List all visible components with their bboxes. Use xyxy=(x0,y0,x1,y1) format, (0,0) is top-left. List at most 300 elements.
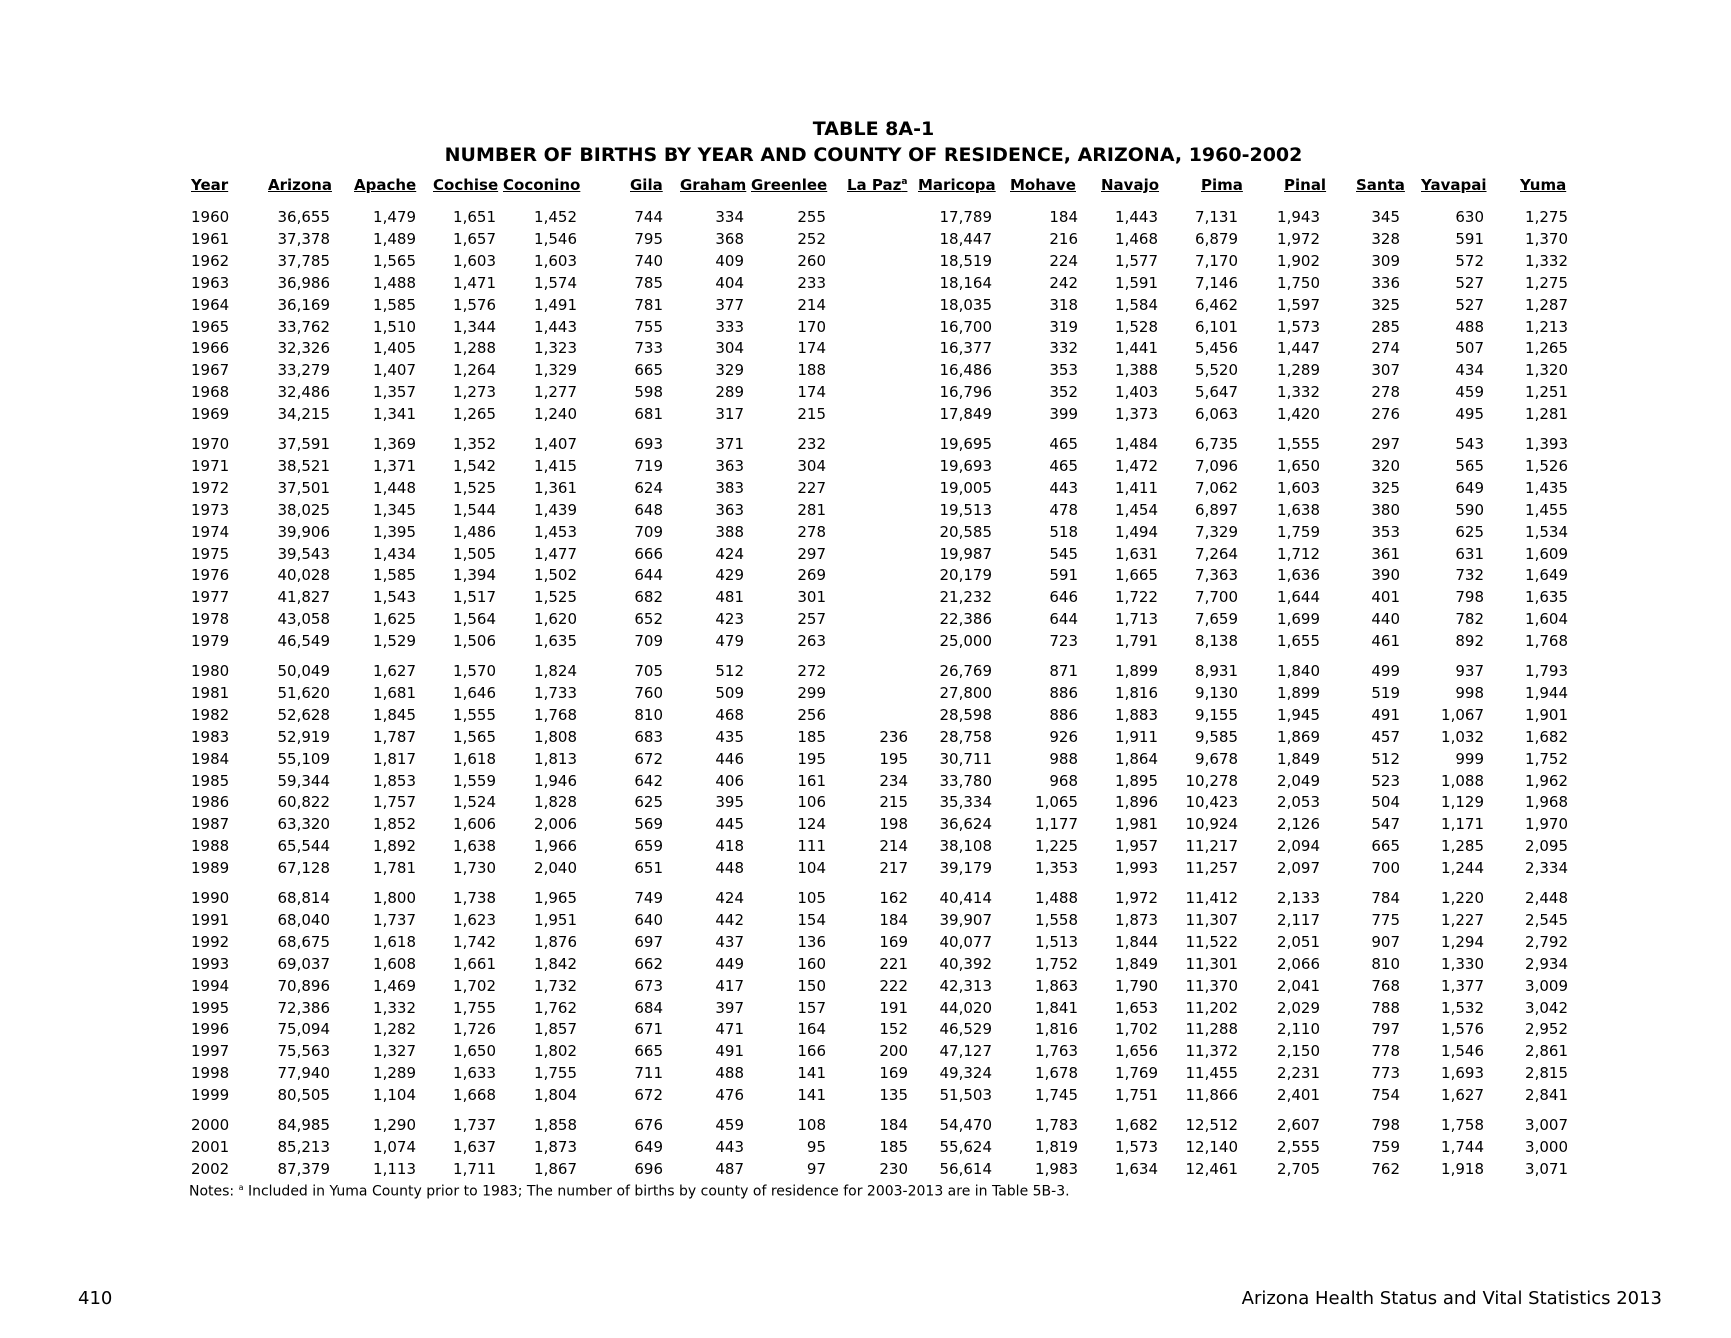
count-cell: 630 xyxy=(1455,208,1484,226)
count-cell: 33,762 xyxy=(277,317,330,336)
count-cell: 1,633 xyxy=(453,1064,496,1083)
count-cell: 732 xyxy=(1455,566,1484,585)
count-cell: 1,225 xyxy=(1035,837,1078,856)
count-cell: 665 xyxy=(634,361,663,380)
count-cell: 10,423 xyxy=(1185,793,1238,812)
count-cell: 1,609 xyxy=(1525,544,1568,563)
count-cell: 1,745 xyxy=(1035,1086,1078,1105)
count-cell: 255 xyxy=(797,208,826,226)
count-cell: 1,420 xyxy=(1277,405,1320,424)
count-cell: 565 xyxy=(1455,456,1484,475)
count-cell: 289 xyxy=(715,383,744,402)
count-cell: 1,945 xyxy=(1277,705,1320,724)
count-cell: 353 xyxy=(1371,522,1400,541)
count-cell: 52,919 xyxy=(277,727,330,746)
count-cell: 11,370 xyxy=(1185,976,1238,995)
count-cell: 1,972 xyxy=(1115,889,1158,907)
count-cell: 68,675 xyxy=(277,932,330,951)
count-cell: 545 xyxy=(1049,544,1078,563)
count-cell: 1,661 xyxy=(453,954,496,973)
count-cell: 1,902 xyxy=(1277,251,1320,270)
count-cell: 591 xyxy=(1049,566,1078,585)
year-cell: 1990 xyxy=(191,889,230,907)
count-cell: 1,576 xyxy=(1441,1020,1484,1039)
count-cell: 2,607 xyxy=(1277,1116,1320,1134)
count-cell: 1,525 xyxy=(453,478,496,497)
count-cell: 38,025 xyxy=(277,500,330,519)
count-cell: 1,702 xyxy=(453,976,496,995)
count-cell: 272 xyxy=(797,662,826,680)
notes-marker: a xyxy=(238,1183,244,1192)
count-cell: 1,634 xyxy=(1115,1159,1158,1178)
count-cell: 437 xyxy=(715,932,744,951)
count-cell: 12,140 xyxy=(1185,1137,1238,1156)
count-cell: 6,063 xyxy=(1195,405,1238,424)
count-cell: 7,170 xyxy=(1195,251,1238,270)
count-cell: 527 xyxy=(1455,273,1484,292)
count-cell: 1,911 xyxy=(1115,727,1158,746)
table-row xyxy=(0,772,1731,794)
count-cell: 749 xyxy=(634,889,663,907)
count-cell: 28,598 xyxy=(939,705,992,724)
count-cell: 162 xyxy=(879,889,908,907)
count-cell: 169 xyxy=(879,1064,908,1083)
count-cell: 37,378 xyxy=(277,229,330,248)
count-cell: 404 xyxy=(715,273,744,292)
count-cell: 7,264 xyxy=(1195,544,1238,563)
count-cell: 631 xyxy=(1455,544,1484,563)
count-cell: 723 xyxy=(1049,632,1078,651)
count-cell: 646 xyxy=(1049,588,1078,607)
count-cell: 30,711 xyxy=(939,749,992,768)
count-cell: 184 xyxy=(879,1116,908,1134)
count-cell: 1,783 xyxy=(1035,1116,1078,1134)
year-cell: 1980 xyxy=(191,662,230,680)
count-cell: 141 xyxy=(797,1086,826,1105)
count-cell: 778 xyxy=(1371,1042,1400,1061)
count-cell: 36,655 xyxy=(277,208,330,226)
table-row xyxy=(0,1116,1731,1138)
count-cell: 569 xyxy=(634,815,663,834)
count-cell: 598 xyxy=(634,383,663,402)
count-cell: 301 xyxy=(797,588,826,607)
count-cell: 937 xyxy=(1455,662,1484,680)
count-cell: 1,506 xyxy=(453,632,496,651)
count-cell: 671 xyxy=(634,1020,663,1039)
count-cell: 1,638 xyxy=(453,837,496,856)
count-cell: 476 xyxy=(715,1086,744,1105)
table-row xyxy=(0,1138,1731,1160)
count-cell: 307 xyxy=(1371,361,1400,380)
count-cell: 781 xyxy=(634,295,663,314)
count-cell: 1,899 xyxy=(1277,683,1320,702)
count-cell: 1,876 xyxy=(534,932,577,951)
count-cell: 174 xyxy=(797,339,826,358)
count-cell: 1,752 xyxy=(1035,954,1078,973)
count-cell: 1,468 xyxy=(1115,229,1158,248)
count-cell: 1,816 xyxy=(1035,1020,1078,1039)
count-cell: 1,452 xyxy=(534,208,577,226)
count-cell: 1,863 xyxy=(1035,976,1078,995)
count-cell: 1,841 xyxy=(1035,998,1078,1017)
footnote-marker: a xyxy=(901,177,908,187)
count-cell: 527 xyxy=(1455,295,1484,314)
count-cell: 1,768 xyxy=(534,705,577,724)
count-cell: 681 xyxy=(634,405,663,424)
count-cell: 760 xyxy=(634,683,663,702)
count-cell: 16,377 xyxy=(939,339,992,358)
count-cell: 10,924 xyxy=(1185,815,1238,834)
count-cell: 2,094 xyxy=(1277,837,1320,856)
count-cell: 85,213 xyxy=(277,1137,330,1156)
count-cell: 1,327 xyxy=(373,1042,416,1061)
count-cell: 1,896 xyxy=(1115,793,1158,812)
count-cell: 371 xyxy=(715,435,744,453)
count-cell: 1,510 xyxy=(373,317,416,336)
count-cell: 309 xyxy=(1371,251,1400,270)
count-cell: 1,849 xyxy=(1277,749,1320,768)
count-cell: 1,752 xyxy=(1525,749,1568,768)
year-cell: 1976 xyxy=(191,566,230,585)
count-cell: 1,649 xyxy=(1525,566,1568,585)
count-cell: 1,277 xyxy=(534,383,577,402)
count-cell: 233 xyxy=(797,273,826,292)
count-cell: 7,146 xyxy=(1195,273,1238,292)
year-cell: 1961 xyxy=(191,229,230,248)
count-cell: 51,503 xyxy=(939,1086,992,1105)
count-cell: 1,573 xyxy=(1115,1137,1158,1156)
table-row xyxy=(0,706,1731,728)
count-cell: 512 xyxy=(1371,749,1400,768)
count-cell: 1,650 xyxy=(1277,456,1320,475)
count-cell: 709 xyxy=(634,632,663,651)
count-cell: 1,824 xyxy=(534,662,577,680)
count-cell: 700 xyxy=(1371,859,1400,878)
count-cell: 1,341 xyxy=(373,405,416,424)
count-cell: 2,049 xyxy=(1277,771,1320,790)
count-cell: 1,852 xyxy=(373,815,416,834)
count-cell: 70,896 xyxy=(277,976,330,995)
count-cell: 19,695 xyxy=(939,435,992,453)
count-cell: 1,606 xyxy=(453,815,496,834)
count-cell: 227 xyxy=(797,478,826,497)
count-cell: 1,699 xyxy=(1277,610,1320,629)
count-cell: 1,762 xyxy=(534,998,577,1017)
count-cell: 1,804 xyxy=(534,1086,577,1105)
count-cell: 2,934 xyxy=(1525,954,1568,973)
count-cell: 276 xyxy=(1371,405,1400,424)
count-cell: 1,585 xyxy=(373,295,416,314)
count-cell: 334 xyxy=(715,208,744,226)
count-cell: 1,264 xyxy=(453,361,496,380)
count-cell: 775 xyxy=(1371,910,1400,929)
count-cell: 665 xyxy=(634,1042,663,1061)
table-row xyxy=(0,632,1731,654)
count-cell: 782 xyxy=(1455,610,1484,629)
count-cell: 2,040 xyxy=(534,859,577,878)
count-cell: 26,769 xyxy=(939,662,992,680)
count-cell: 625 xyxy=(634,793,663,812)
count-cell: 1,618 xyxy=(453,749,496,768)
count-cell: 1,240 xyxy=(534,405,577,424)
count-cell: 1,275 xyxy=(1525,273,1568,292)
year-cell: 1966 xyxy=(191,339,230,358)
count-cell: 1,526 xyxy=(1525,456,1568,475)
count-cell: 1,802 xyxy=(534,1042,577,1061)
count-cell: 465 xyxy=(1049,435,1078,453)
year-cell: 2001 xyxy=(191,1137,230,1156)
count-cell: 363 xyxy=(715,456,744,475)
year-cell: 1993 xyxy=(191,954,230,973)
count-cell: 68,814 xyxy=(277,889,330,907)
count-cell: 18,447 xyxy=(939,229,992,248)
count-cell: 80,505 xyxy=(277,1086,330,1105)
count-cell: 6,462 xyxy=(1195,295,1238,314)
year-cell: 1998 xyxy=(191,1064,230,1083)
count-cell: 9,585 xyxy=(1195,727,1238,746)
count-cell: 673 xyxy=(634,976,663,995)
count-cell: 46,529 xyxy=(939,1020,992,1039)
count-cell: 1,407 xyxy=(534,435,577,453)
count-cell: 16,700 xyxy=(939,317,992,336)
table-row xyxy=(0,405,1731,427)
count-cell: 1,505 xyxy=(453,544,496,563)
count-cell: 1,220 xyxy=(1441,889,1484,907)
count-cell: 1,965 xyxy=(534,889,577,907)
table-row xyxy=(0,457,1731,479)
count-cell: 1,603 xyxy=(534,251,577,270)
count-cell: 672 xyxy=(634,1086,663,1105)
count-cell: 55,624 xyxy=(939,1137,992,1156)
count-cell: 754 xyxy=(1371,1086,1400,1105)
count-cell: 1,951 xyxy=(534,910,577,929)
count-cell: 353 xyxy=(1049,361,1078,380)
count-cell: 1,873 xyxy=(1115,910,1158,929)
count-cell: 37,785 xyxy=(277,251,330,270)
count-cell: 1,604 xyxy=(1525,610,1568,629)
count-cell: 449 xyxy=(715,954,744,973)
count-cell: 1,625 xyxy=(373,610,416,629)
count-cell: 1,758 xyxy=(1441,1116,1484,1134)
count-cell: 1,558 xyxy=(1035,910,1078,929)
count-cell: 648 xyxy=(634,500,663,519)
count-cell: 445 xyxy=(715,815,744,834)
count-cell: 1,816 xyxy=(1115,683,1158,702)
year-cell: 1977 xyxy=(191,588,230,607)
year-cell: 1967 xyxy=(191,361,230,380)
count-cell: 693 xyxy=(634,435,663,453)
count-cell: 417 xyxy=(715,976,744,995)
count-cell: 3,007 xyxy=(1525,1116,1568,1134)
year-cell: 1989 xyxy=(191,859,230,878)
year-cell: 1981 xyxy=(191,683,230,702)
count-cell: 2,555 xyxy=(1277,1137,1320,1156)
count-cell: 1,576 xyxy=(453,295,496,314)
count-cell: 9,155 xyxy=(1195,705,1238,724)
count-cell: 504 xyxy=(1371,793,1400,812)
count-cell: 1,067 xyxy=(1441,705,1484,724)
count-cell: 35,334 xyxy=(939,793,992,812)
count-cell: 1,373 xyxy=(1115,405,1158,424)
count-cell: 1,513 xyxy=(1035,932,1078,951)
count-cell: 252 xyxy=(797,229,826,248)
count-cell: 2,705 xyxy=(1277,1159,1320,1178)
table-row xyxy=(0,684,1731,706)
count-cell: 198 xyxy=(879,815,908,834)
count-cell: 19,693 xyxy=(939,456,992,475)
count-cell: 5,647 xyxy=(1195,383,1238,402)
count-cell: 191 xyxy=(879,998,908,1017)
count-cell: 1,737 xyxy=(453,1116,496,1134)
count-cell: 795 xyxy=(634,229,663,248)
count-cell: 6,101 xyxy=(1195,317,1238,336)
count-cell: 1,657 xyxy=(453,229,496,248)
count-cell: 3,071 xyxy=(1525,1159,1568,1178)
count-cell: 50,049 xyxy=(277,662,330,680)
count-cell: 2,334 xyxy=(1525,859,1568,878)
count-cell: 84,985 xyxy=(277,1116,330,1134)
count-cell: 1,790 xyxy=(1115,976,1158,995)
count-cell: 2,815 xyxy=(1525,1064,1568,1083)
count-cell: 471 xyxy=(715,1020,744,1039)
count-cell: 1,491 xyxy=(534,295,577,314)
count-cell: 3,042 xyxy=(1525,998,1568,1017)
count-cell: 892 xyxy=(1455,632,1484,651)
count-cell: 1,330 xyxy=(1441,954,1484,973)
count-cell: 28,758 xyxy=(939,727,992,746)
count-cell: 1,345 xyxy=(373,500,416,519)
count-cell: 1,213 xyxy=(1525,317,1568,336)
notes-text: Included in Yuma County prior to 1983; The number of births by county of residence for 2003-2013 are in Table 5B-3. xyxy=(243,1183,1070,1200)
count-cell: 1,769 xyxy=(1115,1064,1158,1083)
count-cell: 1,968 xyxy=(1525,793,1568,812)
count-cell: 998 xyxy=(1455,683,1484,702)
count-cell: 20,585 xyxy=(939,522,992,541)
count-cell: 1,972 xyxy=(1277,229,1320,248)
count-cell: 68,040 xyxy=(277,910,330,929)
count-cell: 1,636 xyxy=(1277,566,1320,585)
count-cell: 2,006 xyxy=(534,815,577,834)
count-cell: 274 xyxy=(1371,339,1400,358)
count-cell: 1,883 xyxy=(1115,705,1158,724)
count-cell: 1,439 xyxy=(534,500,577,519)
count-cell: 1,455 xyxy=(1525,500,1568,519)
count-cell: 1,678 xyxy=(1035,1064,1078,1083)
count-cell: 1,620 xyxy=(534,610,577,629)
count-cell: 234 xyxy=(879,771,908,790)
count-cell: 361 xyxy=(1371,544,1400,563)
count-cell: 1,681 xyxy=(373,683,416,702)
count-cell: 95 xyxy=(806,1137,826,1156)
count-cell: 39,907 xyxy=(939,910,992,929)
count-cell: 1,352 xyxy=(453,435,496,453)
year-cell: 1982 xyxy=(191,705,230,724)
count-cell: 184 xyxy=(879,910,908,929)
count-cell: 499 xyxy=(1371,662,1400,680)
count-cell: 135 xyxy=(879,1086,908,1105)
count-cell: 1,543 xyxy=(373,588,416,607)
count-cell: 36,169 xyxy=(277,295,330,314)
count-cell: 435 xyxy=(715,727,744,746)
count-cell: 968 xyxy=(1049,771,1078,790)
table-row xyxy=(0,1086,1731,1108)
count-cell: 67,128 xyxy=(277,859,330,878)
count-cell: 810 xyxy=(634,705,663,724)
count-cell: 1,477 xyxy=(534,544,577,563)
count-cell: 260 xyxy=(797,251,826,270)
count-cell: 659 xyxy=(634,837,663,856)
count-cell: 9,130 xyxy=(1195,683,1238,702)
count-cell: 1,844 xyxy=(1115,932,1158,951)
count-cell: 1,289 xyxy=(1277,361,1320,380)
count-cell: 1,813 xyxy=(534,749,577,768)
count-cell: 22,386 xyxy=(939,610,992,629)
count-cell: 166 xyxy=(797,1042,826,1061)
count-cell: 2,097 xyxy=(1277,859,1320,878)
count-cell: 39,906 xyxy=(277,522,330,541)
column-header-label: Coconino xyxy=(503,176,581,194)
count-cell: 1,517 xyxy=(453,588,496,607)
count-cell: 7,329 xyxy=(1195,522,1238,541)
count-cell: 11,307 xyxy=(1185,910,1238,929)
count-cell: 12,461 xyxy=(1185,1159,1238,1178)
count-cell: 6,897 xyxy=(1195,500,1238,519)
count-cell: 141 xyxy=(797,1064,826,1083)
count-cell: 332 xyxy=(1049,339,1078,358)
year-cell: 1983 xyxy=(191,727,230,746)
count-cell: 1,369 xyxy=(373,435,416,453)
count-cell: 1,993 xyxy=(1115,859,1158,878)
year-cell: 1999 xyxy=(191,1086,230,1105)
count-cell: 69,037 xyxy=(277,954,330,973)
count-cell: 1,591 xyxy=(1115,273,1158,292)
count-cell: 7,659 xyxy=(1195,610,1238,629)
count-cell: 363 xyxy=(715,500,744,519)
count-cell: 1,781 xyxy=(373,859,416,878)
count-cell: 1,635 xyxy=(534,632,577,651)
count-cell: 44,020 xyxy=(939,998,992,1017)
count-cell: 1,623 xyxy=(453,910,496,929)
count-cell: 1,344 xyxy=(453,317,496,336)
count-cell: 7,131 xyxy=(1195,208,1238,226)
count-cell: 1,265 xyxy=(453,405,496,424)
year-cell: 1963 xyxy=(191,273,230,292)
count-cell: 1,472 xyxy=(1115,456,1158,475)
count-cell: 188 xyxy=(797,361,826,380)
count-cell: 1,407 xyxy=(373,361,416,380)
count-cell: 1,682 xyxy=(1525,727,1568,746)
year-cell: 1994 xyxy=(191,976,230,995)
table-row xyxy=(0,383,1731,405)
count-cell: 1,403 xyxy=(1115,383,1158,402)
count-cell: 465 xyxy=(1049,456,1078,475)
count-cell: 5,456 xyxy=(1195,339,1238,358)
table-row xyxy=(0,1064,1731,1086)
count-cell: 1,627 xyxy=(373,662,416,680)
count-cell: 232 xyxy=(797,435,826,453)
year-cell: 1962 xyxy=(191,251,230,270)
count-cell: 383 xyxy=(715,478,744,497)
count-cell: 409 xyxy=(715,251,744,270)
column-header-label: Yavapai xyxy=(1421,176,1487,194)
count-cell: 54,470 xyxy=(939,1116,992,1134)
count-cell: 217 xyxy=(879,859,908,878)
count-cell: 762 xyxy=(1371,1159,1400,1178)
table-title: TABLE 8A-1 xyxy=(812,118,935,140)
count-cell: 886 xyxy=(1049,683,1078,702)
count-cell: 755 xyxy=(634,317,663,336)
count-cell: 491 xyxy=(1371,705,1400,724)
